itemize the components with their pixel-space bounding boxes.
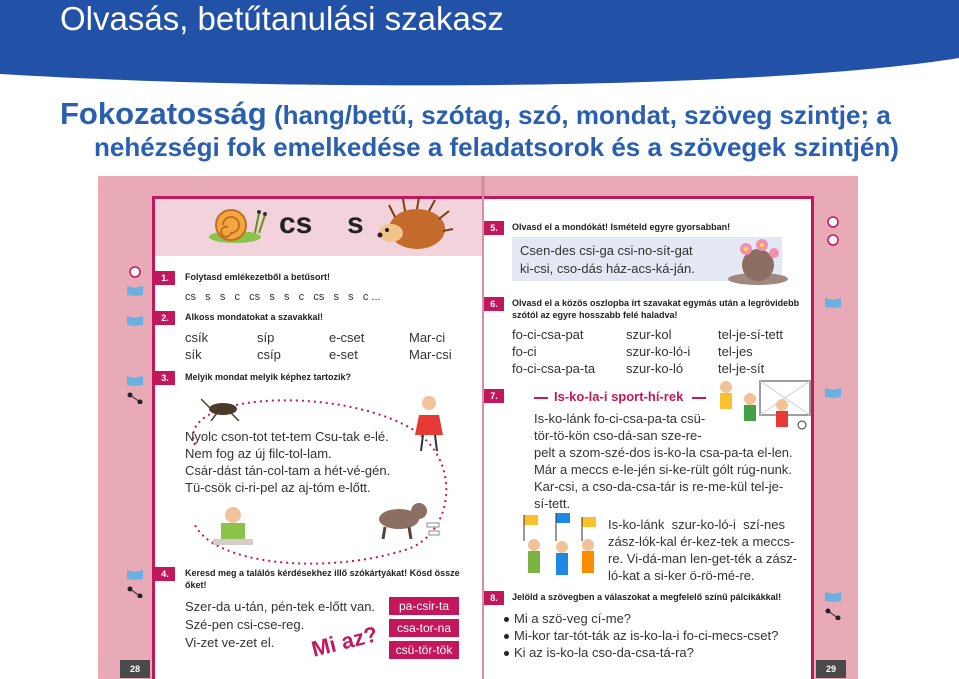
page-number-left: 28 <box>120 660 150 678</box>
title-dash-left <box>534 397 548 399</box>
word-card-csatorna: csa-tor-na <box>389 619 459 637</box>
question-bullet <box>504 617 509 622</box>
exercise-6-number: 6. <box>484 297 504 311</box>
rhyme-line-1: Csen-des csi-ga csi-no-sít-gat <box>520 243 693 258</box>
question-bullet <box>504 651 509 656</box>
exercise-1-sequence: cs s s c cs s s c cs s s c ... <box>185 291 381 303</box>
book-icon <box>824 590 842 602</box>
word-focicsapata: fo-ci-csa-pa-ta <box>512 361 596 376</box>
exercise-3-instruction: Melyik mondat melyik képhez tartozik? <box>185 372 352 382</box>
sentence-1: Nyolc cson-tot tet-tem Csu-tak e-lé. <box>185 429 389 444</box>
exercise-8-instruction: Jelöld a szövegben a válaszokat a megfelelő színű pálcikákkal! <box>512 592 782 602</box>
word-szurkoloi: szur-ko-ló-i <box>626 344 691 359</box>
dog-illustration <box>371 497 441 541</box>
exercise-6-instruction-2: szótól az egyre hosszabb felé haladva! <box>512 310 678 320</box>
word-sik: sík <box>185 347 202 362</box>
riddle-1: Szer-da u-tán, pén-tek e-lőtt van. <box>185 599 376 614</box>
exercise-2-number: 2. <box>155 311 175 325</box>
slide-title: Olvasás, betűtanulási szakasz <box>60 0 504 37</box>
news-p1-line-5: Kar-csi, a cso-da-csa-tár is re-me-kül tel-je- <box>534 479 784 494</box>
word-foci: fo-ci <box>512 344 537 359</box>
exercise-2-instruction: Alkoss mondatokat a szavakkal! <box>185 312 324 322</box>
book-icon <box>824 296 842 308</box>
subtitle-lead: Fokozatosság <box>60 96 267 131</box>
word-teljes: tel-jes <box>718 344 753 359</box>
left-page <box>152 196 482 679</box>
book-icon <box>126 374 144 386</box>
mi-az-label: Mi az? <box>308 621 381 662</box>
textbook-spread <box>98 176 858 679</box>
book-icon <box>126 568 144 580</box>
exercise-5-number: 5. <box>484 221 504 235</box>
book-icon <box>824 386 842 398</box>
exercise-1-instruction: Folytasd emlékezetből a betűsort! <box>185 272 331 282</box>
word-ecset: e-cset <box>329 330 365 345</box>
word-card-csutortok: csü-tör-tök <box>389 641 459 659</box>
cricket-illustration <box>201 395 243 421</box>
letter-header <box>155 199 482 256</box>
riddle-2: Szé-pen csi-cse-reg. <box>185 617 305 632</box>
connect-icon <box>824 608 842 620</box>
word-sip: síp <box>257 330 275 345</box>
letter-s: s <box>347 207 364 240</box>
word-eset: e-set <box>329 347 358 362</box>
sentence-2: Nem fog az új filc-tol-lam. <box>185 446 332 461</box>
exercise-4-instruction-2: őket! <box>185 580 207 590</box>
subtitle-line2: nehézségi fok emelkedése a feladatsorok és a szövegek szintjén) <box>94 132 899 162</box>
hedgehog-illustration <box>375 197 453 255</box>
riddle-3: Vi-zet ve-zet el. <box>185 635 275 650</box>
word-marci: Mar-ci <box>409 330 446 345</box>
word-teljesitett: tel-je-sí-tett <box>718 327 784 342</box>
word-szurkol: szur-kol <box>626 327 672 342</box>
word-csik: csík <box>185 330 209 345</box>
football-players-illustration <box>712 375 812 439</box>
page-number-right: 29 <box>816 660 846 678</box>
question-bullet <box>504 634 509 639</box>
word-csip: csíp <box>257 347 281 362</box>
sentence-3: Csár-dást tán-col-tam a hét-vé-gén. <box>185 463 391 478</box>
title-dash-right <box>692 397 706 399</box>
slide-subtitle <box>60 98 940 163</box>
word-szurkolo: szur-ko-ló <box>626 361 684 376</box>
news-p2-line-2: zász-lók-kal ér-kez-tek a meccs- <box>608 534 795 549</box>
question-1: Mi a szö-veg cí-me? <box>514 611 632 626</box>
news-p2-line-1: Is-ko-lánk szur-ko-ló-i szí-nes <box>608 517 785 532</box>
speak-icon <box>126 266 144 278</box>
word-marcsi: Mar-csi <box>409 347 452 362</box>
speak-icon <box>824 234 842 246</box>
exercise-3-number: 3. <box>155 371 175 385</box>
snail-with-flowers-illustration <box>724 235 794 287</box>
question-3: Ki az is-ko-la cso-da-csa-tá-ra? <box>514 645 694 660</box>
news-p1-line-4: Már a meccs e-le-jén si-ke-rült gólt rúg-nunk. <box>534 462 792 477</box>
subtitle-rest: (hang/betű, szótag, szó, mondat, szöveg szintje; a <box>266 100 891 130</box>
fans-with-flags-illustration <box>516 511 606 581</box>
word-card-pacsirta: pa-csir-ta <box>389 597 459 615</box>
question-2: Mi-kor tar-tót-ták az is-ko-la-i fo-ci-mecs-cset? <box>514 628 779 643</box>
word-focicsapat: fo-ci-csa-pat <box>512 327 584 342</box>
letter-cs: cs <box>279 207 313 240</box>
exercise-1-number: 1. <box>155 271 175 285</box>
exercise-7-number: 7. <box>484 389 504 403</box>
news-title: Is-ko-la-i sport-hí-rek <box>554 389 684 404</box>
word-teljesit: tel-je-sít <box>718 361 765 376</box>
exercise-5-instruction: Olvasd el a mondókát! Ismételd egyre gyorsabban! <box>512 222 731 232</box>
connect-icon <box>126 392 144 404</box>
book-icon <box>126 284 144 296</box>
book-icon <box>126 314 144 326</box>
exercise-6-instruction-1: Olvasd el a közös oszlopba írt szavakat egymás után a legrövidebb <box>512 298 800 308</box>
news-p2-line-4: ló-kat a si-ker ö-rö-mé-re. <box>608 568 755 583</box>
exercise-8-number: 8. <box>484 591 504 605</box>
news-p1-line-3: pelt a szom-szé-dos is-ko-la csa-pa-ta el-len. <box>534 445 793 460</box>
writing-boy-illustration <box>213 505 253 549</box>
rhyme-line-2: ki-csi, cso-dás ház-acs-ká-ján. <box>520 261 695 276</box>
exercise-4-instruction-1: Keresd meg a találós kérdésekhez illő szókártyákat! Kösd össze <box>185 568 460 578</box>
news-p1-line-6: sí-tett. <box>534 496 571 511</box>
news-p2-line-3: re. Vi-dá-man len-get-ték a zász- <box>608 551 798 566</box>
connect-icon <box>126 586 144 598</box>
snail-illustration <box>205 203 269 247</box>
news-p1-line-2: tör-tö-kön cso-dá-san sze-re- <box>534 428 702 443</box>
news-p1-line-1: Is-ko-lánk fo-ci-csa-pa-ta csü- <box>534 411 706 426</box>
exercise-4-number: 4. <box>155 567 175 581</box>
right-page <box>484 196 814 679</box>
speak-icon <box>824 216 842 228</box>
sentence-4: Tü-csök ci-ri-pel az aj-tóm e-lőtt. <box>185 480 371 495</box>
dancing-girl-illustration <box>413 395 445 453</box>
